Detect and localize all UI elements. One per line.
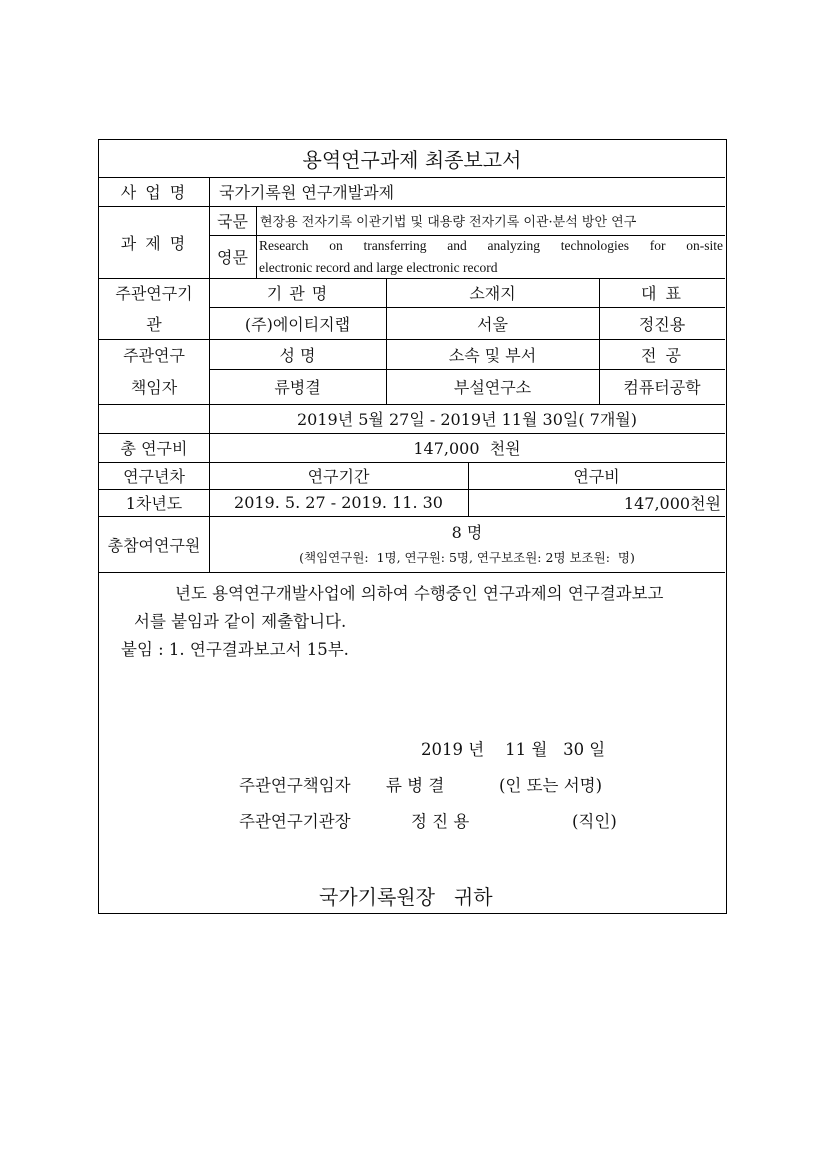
institution-location: 서울 (477, 314, 508, 334)
signature-mark-institution-head: (직인) (572, 812, 617, 831)
english-title-label: 영문 (217, 248, 248, 267)
researcher-department-header: 소속 및 부서 (448, 345, 537, 365)
attachment-line: 붙임 : 1. 연구결과보고서 15부. (121, 640, 349, 659)
institution-label-line1: 주관연구기 (115, 284, 193, 303)
researcher-major: 컴퓨터공학 (623, 378, 701, 397)
research-period: 2019년 5월 27일 - 2019년 11월 30일( 7개월) (296, 410, 637, 429)
total-cost-value: 147,000 천원 (413, 439, 521, 458)
participants-label: 총참여연구원 (107, 535, 201, 555)
participants-count: 8 명 (451, 522, 483, 542)
task-label: 과 제 명 (120, 233, 188, 253)
signature-mark-researcher: (인 또는 서명) (499, 776, 603, 795)
signature-role-researcher: 주관연구책임자 (239, 776, 351, 795)
signature-role-institution-head: 주관연구기관장 (239, 812, 351, 831)
institution-name-header: 기 관 명 (266, 284, 329, 303)
report-form (98, 139, 727, 914)
researcher-major-header: 전 공 (641, 345, 683, 365)
statement-line1: 년도 용역연구개발사업에 의하여 수행중인 연구과제의 연구결과보고 (175, 584, 664, 603)
cost-header: 연구비 (573, 467, 620, 486)
year-1-period: 2019. 5. 27 - 2019. 11. 30 (234, 493, 443, 512)
researcher-department: 부설연구소 (453, 378, 532, 397)
report-title: 용역연구과제 최종보고서 (302, 148, 522, 172)
total-cost-label: 총 연구비 (120, 439, 188, 458)
statement-line2: 서를 붙임과 같이 제출합니다. (134, 612, 347, 631)
column-divider (256, 206, 257, 278)
institution-name: (주)에이티지랩 (244, 314, 351, 334)
signature-name-institution-head: 정 진 용 (411, 812, 470, 831)
signature-name-researcher: 류 병 결 (386, 776, 445, 795)
year-1-label: 1차년도 (125, 494, 183, 513)
institution-representative: 정진용 (638, 314, 686, 334)
institution-label-line2: 관 (146, 314, 162, 334)
project-label: 사 업 명 (120, 183, 188, 202)
english-title-line1: Research on transferring and analyzing technologies for on-site (259, 238, 723, 253)
submission-date: 2019 년 11 월 30 일 (421, 740, 606, 759)
researcher-name-header: 성 명 (279, 345, 316, 365)
english-title-line2: electronic record and large electronic record (259, 260, 498, 275)
korean-title-label: 국문 (217, 212, 248, 231)
researcher-name: 류병결 (274, 378, 321, 397)
period-header: 연구기간 (307, 467, 370, 486)
year-header: 연구년차 (123, 467, 185, 486)
institution-location-header: 소재지 (469, 284, 516, 303)
institution-representative-header: 대 표 (641, 284, 683, 303)
participants-detail: (책임연구원: 1명, 연구원: 5명, 연구보조원: 2명 보조원: 명) (299, 550, 635, 565)
recipient: 국가기록원장 귀하 (319, 885, 493, 909)
researcher-label-line2: 책임자 (130, 378, 178, 397)
researcher-label-line1: 주관연구 (123, 345, 185, 365)
korean-title: 현장용 전자기록 이관기법 및 대용량 전자기록 이관·분석 방안 연구 (260, 215, 637, 230)
project-name: 국가기록원 연구개발과제 (219, 183, 395, 202)
year-1-cost: 147,000천원 (623, 494, 721, 513)
row-divider (99, 572, 725, 573)
